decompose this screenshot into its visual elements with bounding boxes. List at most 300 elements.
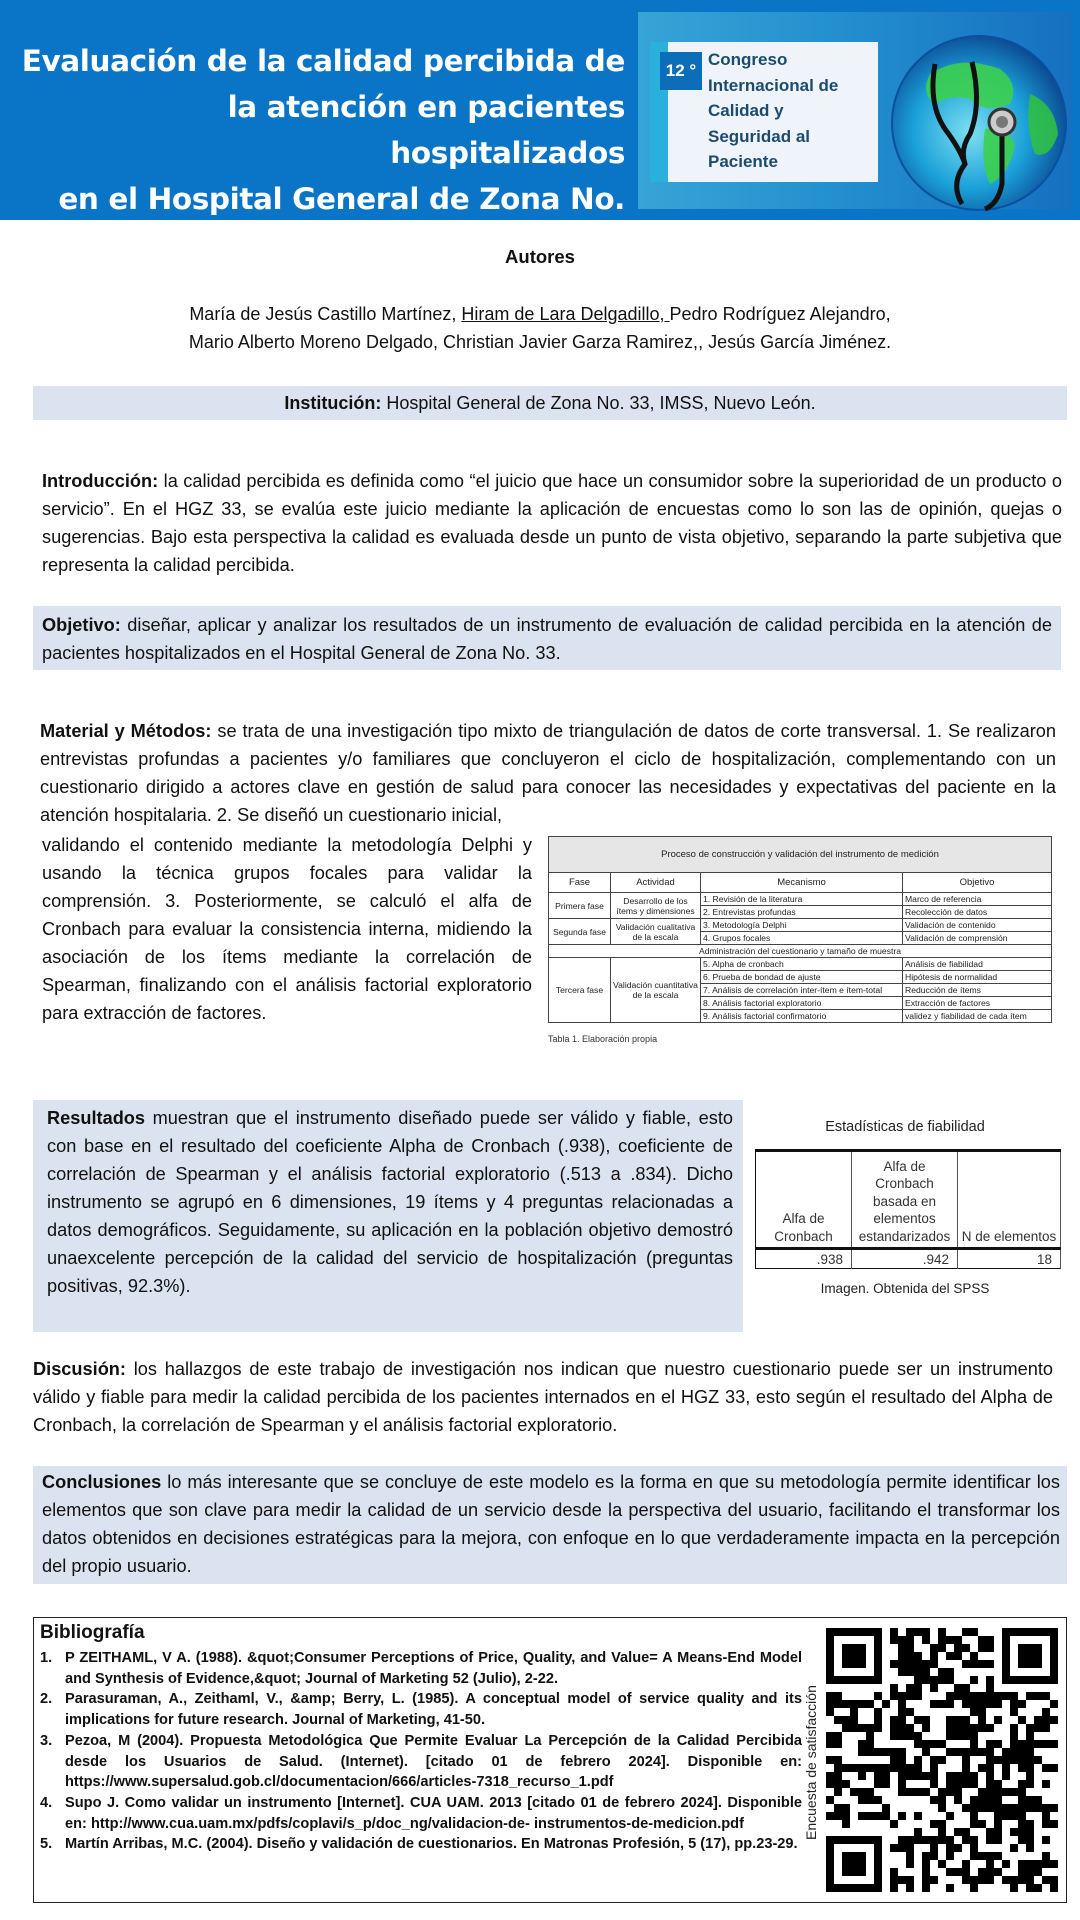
- qr-module: [890, 1660, 898, 1668]
- qr-module: [970, 1652, 978, 1660]
- qr-module: [930, 1780, 938, 1788]
- qr-module: [874, 1764, 882, 1772]
- qr-module: [1034, 1716, 1042, 1724]
- qr-module: [962, 1836, 970, 1844]
- qr-module: [834, 1740, 842, 1748]
- objective-cell: Extracción de factores: [903, 997, 1052, 1010]
- qr-module: [1010, 1876, 1018, 1884]
- qr-module: [986, 1860, 994, 1868]
- reference-item: [40, 1834, 802, 1855]
- qr-module: [826, 1756, 834, 1764]
- qr-module: [994, 1756, 1002, 1764]
- qr-module: [978, 1636, 986, 1644]
- qr-module: [946, 1844, 954, 1852]
- qr-module: [922, 1772, 930, 1780]
- qr-module: [930, 1660, 938, 1668]
- title-line: la atención en pacientes hospitalizados: [227, 90, 625, 170]
- qr-module: [890, 1684, 898, 1692]
- qr-module: [1002, 1756, 1010, 1764]
- qr-module: [834, 1756, 842, 1764]
- qr-module: [938, 1788, 946, 1796]
- qr-module: [1018, 1828, 1026, 1836]
- title-line: Evaluación de la calidad percibida de: [21, 44, 625, 78]
- qr-module: [1042, 1692, 1050, 1700]
- qr-module: [914, 1692, 922, 1700]
- section-text: diseñar, aplicar y analizar los resultados de un instrumento de evaluación de calidad percibida en la atención de pacientes hospitalizados en el Hospital General de Zona No. 33.: [42, 615, 1052, 663]
- qr-module: [914, 1676, 922, 1684]
- reference-number: 1.: [40, 1650, 53, 1666]
- qr-module: [890, 1716, 898, 1724]
- qr-module: [842, 1780, 850, 1788]
- qr-module: [978, 1796, 986, 1804]
- qr-module: [882, 1700, 890, 1708]
- table-row: [549, 919, 1052, 932]
- qr-module: [970, 1804, 978, 1812]
- table-row: [756, 1249, 1061, 1269]
- qr-module: [890, 1724, 898, 1732]
- qr-module: [1018, 1788, 1026, 1796]
- qr-module: [826, 1692, 834, 1700]
- objective-section: [42, 611, 1052, 667]
- qr-module: [970, 1724, 978, 1732]
- qr-module: [962, 1724, 970, 1732]
- qr-module: [986, 1876, 994, 1884]
- qr-module: [1034, 1796, 1042, 1804]
- qr-module: [842, 1812, 850, 1820]
- qr-module: [890, 1868, 898, 1876]
- qr-module: [826, 1708, 834, 1716]
- qr-module: [994, 1716, 1002, 1724]
- qr-module: [1042, 1780, 1050, 1788]
- bibliography-title: Bibliografía: [40, 1622, 145, 1643]
- qr-module: [1002, 1748, 1010, 1756]
- qr-module: [962, 1660, 970, 1668]
- qr-module: [1026, 1828, 1034, 1836]
- qr-module: [938, 1644, 946, 1652]
- qr-module: [1010, 1812, 1018, 1820]
- qr-module: [866, 1740, 874, 1748]
- qr-module: [898, 1836, 906, 1844]
- qr-module: [970, 1692, 978, 1700]
- qr-module: [1050, 1764, 1058, 1772]
- qr-module: [954, 1796, 962, 1804]
- qr-module: [994, 1788, 1002, 1796]
- congress-line: Seguridad al: [708, 126, 811, 146]
- qr-module: [890, 1756, 898, 1764]
- qr-module: [1018, 1812, 1026, 1820]
- qr-module: [1050, 1700, 1058, 1708]
- qr-module: [898, 1716, 906, 1724]
- column-header: Objetivo: [903, 873, 1052, 893]
- qr-module: [978, 1708, 986, 1716]
- qr-module: [994, 1692, 1002, 1700]
- qr-module: [898, 1636, 906, 1644]
- qr-module: [938, 1628, 946, 1636]
- qr-module: [962, 1644, 970, 1652]
- qr-module: [994, 1804, 1002, 1812]
- qr-module: [962, 1692, 970, 1700]
- reference-item: [40, 1689, 802, 1730]
- qr-module: [986, 1748, 994, 1756]
- qr-module: [954, 1644, 962, 1652]
- qr-module: [1042, 1740, 1050, 1748]
- stats-table-title: Estadísticas de fiabilidad: [825, 1119, 985, 1135]
- qr-module: [946, 1676, 954, 1684]
- qr-module: [994, 1812, 1002, 1820]
- qr-module: [986, 1700, 994, 1708]
- qr-module: [890, 1748, 898, 1756]
- qr-module: [906, 1708, 914, 1716]
- qr-module: [922, 1676, 930, 1684]
- qr-module: [930, 1764, 938, 1772]
- qr-module: [914, 1764, 922, 1772]
- qr-module: [842, 1724, 850, 1732]
- qr-module: [1018, 1780, 1026, 1788]
- qr-module: [882, 1804, 890, 1812]
- qr-module: [1034, 1724, 1042, 1732]
- qr-module: [906, 1844, 914, 1852]
- qr-module: [1042, 1812, 1050, 1820]
- qr-module: [914, 1836, 922, 1844]
- qr-module: [970, 1812, 978, 1820]
- qr-module: [1018, 1644, 1042, 1668]
- qr-module: [994, 1796, 1002, 1804]
- process-table-title: Proceso de construcción y validación del instrumento de medición: [549, 837, 1052, 873]
- qr-module: [922, 1740, 930, 1748]
- qr-module: [866, 1812, 874, 1820]
- qr-module: [978, 1660, 986, 1668]
- qr-module: [962, 1876, 970, 1884]
- objective-cell: Reducción de ítems: [903, 984, 1052, 997]
- qr-module: [954, 1868, 962, 1876]
- qr-module: [922, 1884, 930, 1892]
- qr-module: [922, 1636, 930, 1644]
- qr-module: [866, 1764, 874, 1772]
- qr-module: [1026, 1860, 1034, 1868]
- qr-module: [970, 1748, 978, 1756]
- qr-module: [1026, 1724, 1034, 1732]
- qr-module: [946, 1700, 954, 1708]
- qr-module: [946, 1884, 954, 1892]
- qr-module: [938, 1668, 946, 1676]
- qr-module: [1026, 1764, 1034, 1772]
- qr-module: [1010, 1692, 1018, 1700]
- qr-module: [906, 1764, 914, 1772]
- qr-module: [938, 1796, 946, 1804]
- qr-module: [914, 1788, 922, 1796]
- qr-module: [978, 1788, 986, 1796]
- discussion-section: [33, 1355, 1053, 1439]
- qr-module: [874, 1812, 882, 1820]
- qr-module: [858, 1700, 866, 1708]
- qr-module: [898, 1764, 906, 1772]
- qr-module: [938, 1836, 946, 1844]
- qr-module: [946, 1692, 954, 1700]
- qr-module: [850, 1764, 858, 1772]
- qr-module: [1010, 1804, 1018, 1812]
- qr-module: [986, 1836, 994, 1844]
- qr-module: [946, 1748, 954, 1756]
- qr-module: [858, 1772, 866, 1780]
- qr-module: [962, 1732, 970, 1740]
- section-text: los hallazgos de este trabajo de investigación nos indican que nuestro cuestionario puede ser un instrumento válido y fiable para medir la calidad percibida de los pacientes internados en el HGZ 33, esto según el resultado del Alpha de Cronbach, la correlación de Spearman y el análisis factorial exploratorio.: [33, 1359, 1053, 1435]
- objective-cell: Análisis de fiabilidad: [903, 958, 1052, 971]
- qr-module: [922, 1788, 930, 1796]
- qr-module: [978, 1716, 986, 1724]
- qr-module: [898, 1780, 906, 1788]
- qr-module: [930, 1820, 938, 1828]
- qr-module: [978, 1748, 986, 1756]
- qr-module: [938, 1820, 946, 1828]
- qr-module: [914, 1716, 922, 1724]
- congress-line: Congreso: [708, 50, 788, 69]
- qr-module: [946, 1732, 954, 1740]
- reference-text: Supo J. Como validar un instrumento [Internet]. CUA UAM. 2013 [citado 01 de febrero 2024]. Disponible en: http://www.cua.uam.mx/pdfs/coplavi/s_p/doc_ng/validacion-de- instrumentos-de-medicion.pdf: [65, 1794, 802, 1832]
- qr-module: [834, 1692, 842, 1700]
- congress-line: Internacional de: [708, 75, 839, 95]
- qr-module: [1050, 1740, 1058, 1748]
- qr-module: [898, 1660, 906, 1668]
- qr-module: [1018, 1796, 1026, 1804]
- objective-cell: Validación de contenido: [903, 919, 1052, 932]
- qr-module: [970, 1708, 978, 1716]
- qr-module: [1018, 1860, 1026, 1868]
- phase-cell: Segunda fase: [549, 919, 611, 945]
- qr-module: [930, 1684, 938, 1692]
- qr-module: [986, 1852, 994, 1860]
- objective-cell: Marco de referencia: [903, 893, 1052, 906]
- qr-module: [906, 1636, 914, 1644]
- qr-module: [834, 1812, 842, 1820]
- qr-module: [842, 1644, 866, 1668]
- qr-module: [954, 1724, 962, 1732]
- qr-module: [914, 1684, 922, 1692]
- qr-module: [962, 1764, 970, 1772]
- qr-module: [978, 1868, 986, 1876]
- qr-module: [874, 1748, 882, 1756]
- qr-module: [914, 1668, 922, 1676]
- qr-module: [994, 1740, 1002, 1748]
- qr-module: [962, 1700, 970, 1708]
- qr-module: [970, 1820, 978, 1828]
- qr-module: [898, 1700, 906, 1708]
- qr-module: [1018, 1820, 1026, 1828]
- reference-text: Martín Arribas, M.C. (2004). Diseño y validación de cuestionarios. En Matronas Profesión, 5 (17), pp.23-29.: [65, 1836, 798, 1853]
- qr-module: [922, 1668, 930, 1676]
- qr-module: [1010, 1788, 1018, 1796]
- qr-module: [1002, 1804, 1010, 1812]
- qr-module: [930, 1644, 938, 1652]
- qr-label: Encuesta de satisfacción: [803, 1685, 819, 1840]
- qr-module: [850, 1708, 858, 1716]
- section-label: Introducción:: [42, 471, 159, 491]
- qr-module: [898, 1812, 906, 1820]
- mechanism-cell: 4. Grupos focales: [701, 932, 903, 945]
- qr-module: [954, 1636, 962, 1644]
- qr-module: [1018, 1868, 1026, 1876]
- qr-module: [874, 1780, 882, 1788]
- qr-module: [1042, 1724, 1050, 1732]
- qr-module: [930, 1796, 938, 1804]
- qr-module: [970, 1836, 978, 1844]
- mechanism-cell: 7. Análisis de correlación inter-ítem e ítem-total: [701, 984, 903, 997]
- qr-module: [1026, 1796, 1034, 1804]
- qr-module: [970, 1780, 978, 1788]
- objective-cell: Validación de comprensión: [903, 932, 1052, 945]
- section-text: la calidad percibida es definida como “el juicio que hace un consumidor sobre la superioridad de un producto o servicio”. En el HGZ 33, se evalúa este juicio mediante la aplicación de encuestas como lo son las de opinión, quejas o sugerencias. Bajo esta perspectiva la calidad es evaluada desde un punto de vista objetivo, separando la parte subjetiva que representa la calidad percibida.: [42, 471, 1062, 575]
- qr-module: [1026, 1820, 1034, 1828]
- qr-module: [930, 1852, 938, 1860]
- reference-number: 3.: [40, 1732, 53, 1749]
- qr-module: [890, 1692, 898, 1700]
- qr-module: [858, 1764, 866, 1772]
- mechanism-cell: 3. Metodología Delphi: [701, 919, 903, 932]
- qr-module: [930, 1652, 938, 1660]
- qr-module: [970, 1852, 978, 1860]
- congress-line: Calidad y: [708, 101, 784, 120]
- qr-module: [962, 1860, 970, 1868]
- qr-module: [1010, 1732, 1018, 1740]
- qr-module: [842, 1820, 850, 1828]
- qr-module: [882, 1772, 890, 1780]
- qr-module: [986, 1780, 994, 1788]
- qr-module: [914, 1812, 922, 1820]
- qr-module: [1002, 1772, 1010, 1780]
- qr-module: [962, 1628, 970, 1636]
- qr-module: [930, 1844, 938, 1852]
- qr-module: [970, 1628, 978, 1636]
- author-line: [0, 300, 1080, 328]
- qr-module: [954, 1692, 962, 1700]
- qr-module: [914, 1652, 922, 1660]
- qr-module: [906, 1788, 914, 1796]
- stats-caption: Imagen. Obtenida del SPSS: [820, 1281, 990, 1296]
- qr-module: [922, 1852, 930, 1860]
- qr-module: [906, 1692, 914, 1700]
- objective-cell: validez y fiabilidad de cada ítem: [903, 1010, 1052, 1023]
- qr-module: [842, 1852, 866, 1876]
- qr-module: [962, 1716, 970, 1724]
- mechanism-cell: 5. Alpha de cronbach: [701, 958, 903, 971]
- qr-module: [906, 1724, 914, 1732]
- qr-module: [1018, 1836, 1026, 1844]
- qr-module: [890, 1884, 898, 1892]
- institution-band: [33, 386, 1067, 420]
- qr-module: [890, 1764, 898, 1772]
- mechanism-cell: 8. Análisis factorial exploratorio: [701, 997, 903, 1010]
- qr-module: [1010, 1756, 1018, 1764]
- institution-label: Institución:: [284, 393, 382, 413]
- qr-module: [986, 1764, 994, 1772]
- qr-module: [938, 1676, 946, 1684]
- qr-module: [826, 1740, 834, 1748]
- qr-module: [986, 1772, 994, 1780]
- qr-module: [874, 1772, 882, 1780]
- qr-module: [906, 1876, 914, 1884]
- qr-module: [946, 1836, 954, 1844]
- qr-module: [914, 1772, 922, 1780]
- section-text: se trata de una investigación tipo mixto de triangulación de datos de corte transversal. 1. Se realizaron entrevistas profundas a pacientes y/o familiares que concluyeron el ciclo de hospitalización, complementando con un cuestionario dirigido a actores clave en gestión de salud para conocer las necesidades y expectativas del paciente en la atención hospitalaria. 2. Se diseñó un cuestionario inicial,: [40, 721, 1056, 825]
- qr-module: [962, 1684, 970, 1692]
- qr-module: [970, 1676, 978, 1684]
- qr-module: [978, 1820, 986, 1828]
- qr-module: [970, 1796, 978, 1804]
- column-header: Mecanismo: [701, 873, 903, 893]
- survey-qr-code-icon[interactable]: [826, 1628, 1058, 1892]
- qr-module: [930, 1756, 938, 1764]
- qr-module: [834, 1716, 842, 1724]
- qr-module: [946, 1780, 954, 1788]
- qr-module: [842, 1764, 850, 1772]
- qr-module: [954, 1748, 962, 1756]
- qr-module: [986, 1660, 994, 1668]
- qr-module: [954, 1788, 962, 1796]
- qr-module: [986, 1796, 994, 1804]
- qr-module: [930, 1876, 938, 1884]
- qr-module: [970, 1732, 978, 1740]
- qr-module: [906, 1668, 914, 1676]
- reference-item: [40, 1793, 802, 1834]
- qr-module: [826, 1732, 834, 1740]
- qr-module: [946, 1636, 954, 1644]
- qr-module: [1034, 1884, 1042, 1892]
- qr-module: [1042, 1804, 1050, 1812]
- qr-module: [994, 1836, 1002, 1844]
- qr-module: [866, 1724, 874, 1732]
- qr-module: [834, 1780, 842, 1788]
- qr-module: [978, 1876, 986, 1884]
- bibliography-list: [40, 1648, 802, 1855]
- qr-module: [842, 1700, 850, 1708]
- qr-module: [898, 1708, 906, 1716]
- qr-module: [994, 1828, 1002, 1836]
- qr-module: [858, 1724, 866, 1732]
- qr-module: [946, 1716, 954, 1724]
- qr-module: [978, 1700, 986, 1708]
- qr-module: [906, 1860, 914, 1868]
- qr-module: [986, 1740, 994, 1748]
- table-row: [549, 893, 1052, 906]
- qr-module: [1018, 1740, 1026, 1748]
- qr-module: [946, 1668, 954, 1676]
- qr-module: [882, 1812, 890, 1820]
- qr-module: [994, 1852, 1002, 1860]
- value-cell: .942: [852, 1249, 958, 1269]
- qr-module: [1034, 1804, 1042, 1812]
- qr-module: [898, 1844, 906, 1852]
- qr-module: [906, 1628, 914, 1636]
- qr-module: [834, 1788, 842, 1796]
- qr-module: [962, 1756, 970, 1764]
- phase-cell: Primera fase: [549, 893, 611, 919]
- qr-module: [1010, 1724, 1018, 1732]
- qr-module: [994, 1820, 1002, 1828]
- qr-module: [1026, 1876, 1034, 1884]
- qr-module: [882, 1764, 890, 1772]
- qr-module: [922, 1628, 930, 1636]
- qr-module: [906, 1684, 914, 1692]
- qr-module: [986, 1828, 994, 1836]
- section-label: Resultados: [47, 1108, 146, 1128]
- qr-module: [986, 1868, 994, 1876]
- congress-banner: [638, 12, 1072, 209]
- qr-module: [1042, 1716, 1050, 1724]
- mechanism-cell: 1. Revisión de la literatura: [701, 893, 903, 906]
- qr-module: [930, 1772, 938, 1780]
- reference-item: [40, 1731, 802, 1793]
- qr-module: [858, 1796, 866, 1804]
- qr-module: [922, 1748, 930, 1756]
